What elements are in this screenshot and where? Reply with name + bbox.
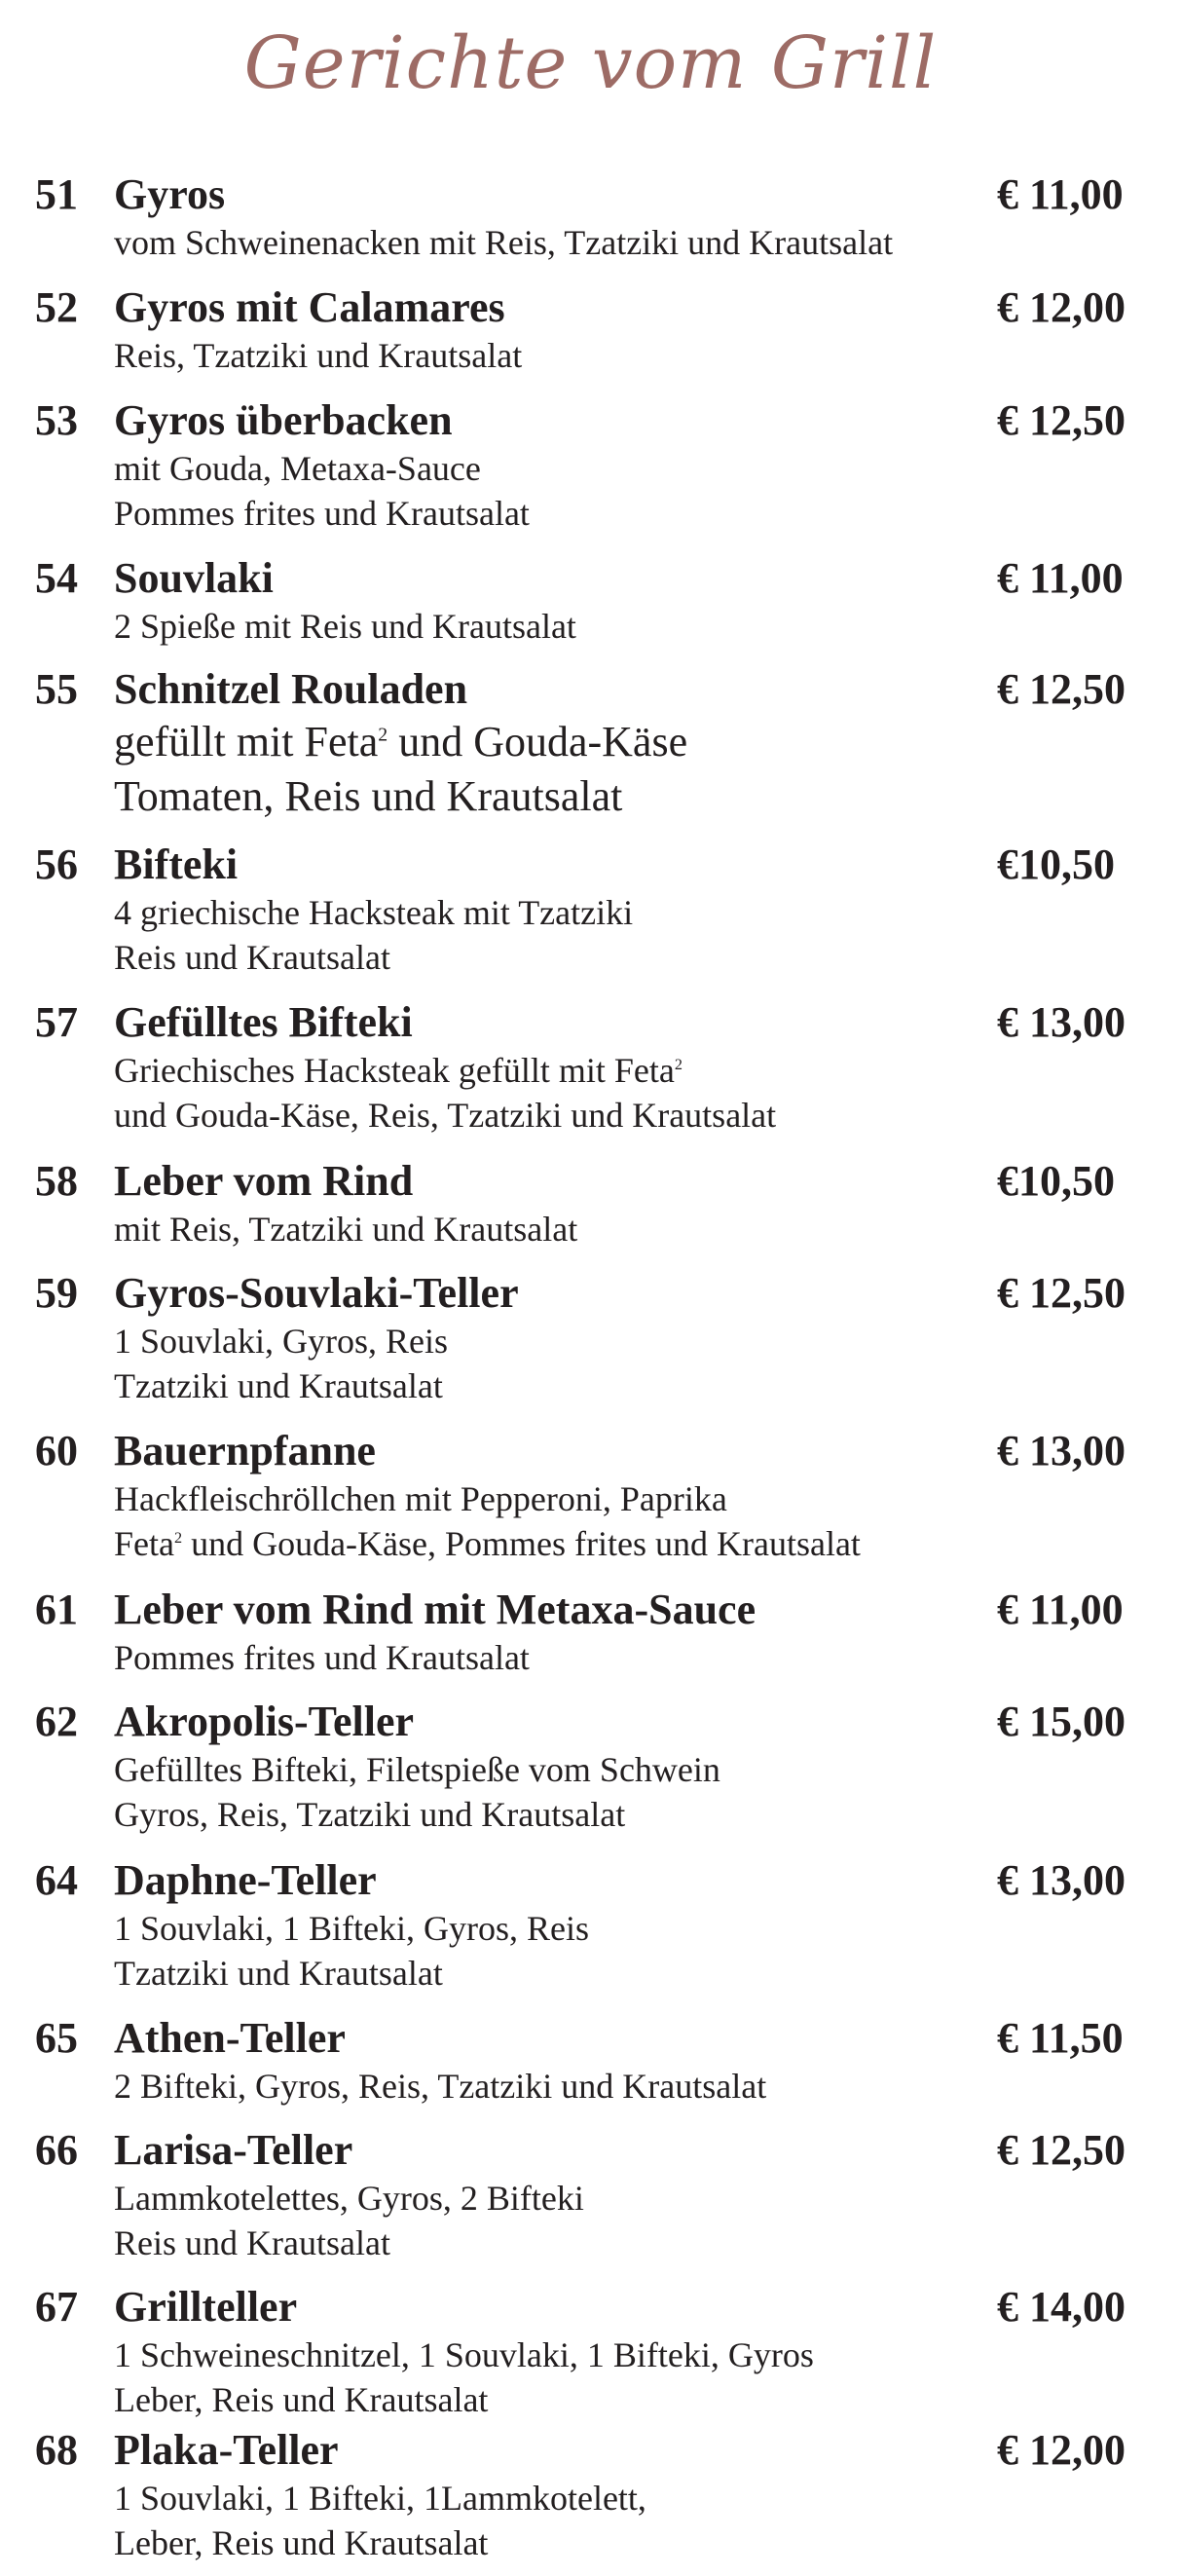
item-description: [114, 446, 530, 536]
item-number: 62: [35, 1698, 78, 1745]
item-name: Plaka-Teller: [114, 2426, 339, 2474]
item-name: Gyros mit Calamares: [114, 283, 505, 331]
item-description: [114, 2064, 766, 2109]
description-line: Lammkotelettes, Gyros, 2 Bifteki: [114, 2179, 584, 2218]
item-number: 68: [35, 2426, 78, 2474]
item-name: Gyros überbacken: [114, 396, 453, 444]
item-description: [114, 890, 633, 980]
description-line: Tzatziki und Krautsalat: [114, 1366, 443, 1405]
item-number: 58: [35, 1157, 78, 1205]
item-description: [114, 1635, 530, 1680]
item-description: [114, 333, 522, 378]
description-text: gefüllt mit Feta: [114, 718, 379, 765]
description-line: [114, 1048, 776, 1093]
item-description: [114, 2176, 584, 2265]
item-description: [114, 715, 687, 824]
item-description: [114, 1207, 577, 1251]
item-number: 64: [35, 1856, 78, 1904]
description-line: Gyros, Reis, Tzatziki und Krautsalat: [114, 1795, 626, 1834]
item-price: € 12,50: [997, 665, 1126, 713]
item-price: € 12,00: [997, 2426, 1126, 2474]
item-name: Gyros: [114, 170, 226, 218]
description-line: 1 Souvlaki, 1 Bifteki, 1Lammkotelett,: [114, 2479, 646, 2518]
allergen-footnote: 2: [378, 724, 388, 746]
description-line: Leber, Reis und Krautsalat: [114, 2380, 489, 2419]
allergen-footnote: 2: [173, 1529, 183, 1547]
description-line: [114, 715, 687, 769]
item-name: Schnitzel Rouladen: [114, 665, 468, 713]
description-line: Pommes frites und Krautsalat: [114, 494, 530, 533]
item-description: [114, 1476, 861, 1566]
description-line: Leber, Reis und Krautsalat: [114, 2523, 489, 2562]
description-line: mit Reis, Tzatziki und Krautsalat: [114, 1210, 578, 1249]
item-name: Grillteller: [114, 2283, 298, 2331]
item-number: 59: [35, 1269, 78, 1317]
description-line: 1 Schweineschnitzel, 1 Souvlaki, 1 Bifteki, Gyros: [114, 2335, 814, 2374]
item-price: € 14,00: [997, 2283, 1126, 2331]
item-name: Bauernpfanne: [114, 1427, 376, 1475]
description-line: vom Schweinenacken mit Reis, Tzatziki und Krautsalat: [114, 223, 894, 262]
item-number: 65: [35, 2014, 78, 2062]
item-name: Leber vom Rind: [114, 1157, 414, 1205]
allergen-footnote: 2: [674, 1056, 683, 1073]
item-name: Larisa-Teller: [114, 2126, 353, 2174]
item-description: [114, 604, 576, 649]
item-price: € 12,50: [997, 2126, 1126, 2174]
description-line: 2 Spieße mit Reis und Krautsalat: [114, 607, 576, 646]
description-line: Gefülltes Bifteki, Filetspieße vom Schwein: [114, 1750, 720, 1789]
item-name: Leber vom Rind mit Metaxa-Sauce: [114, 1586, 757, 1633]
item-number: 53: [35, 396, 78, 444]
description-line: 1 Souvlaki, 1 Bifteki, Gyros, Reis: [114, 1909, 589, 1948]
item-price: € 12,50: [997, 1269, 1126, 1317]
item-number: 54: [35, 554, 78, 602]
item-price: € 11,00: [997, 554, 1124, 602]
item-description: [114, 220, 893, 265]
description-line: Pommes frites und Krautsalat: [114, 1638, 530, 1677]
item-description: [114, 2476, 646, 2565]
item-price: € 11,00: [997, 1586, 1124, 1633]
item-price: € 13,00: [997, 998, 1126, 1046]
item-number: 66: [35, 2126, 78, 2174]
item-name: Gyros-Souvlaki-Teller: [114, 1269, 519, 1317]
item-price: € 12,00: [997, 283, 1126, 331]
description-text: Feta: [114, 1524, 174, 1563]
page-title: Gerichte vom Grill: [243, 21, 938, 105]
description-line: Reis, Tzatziki und Krautsalat: [114, 336, 523, 375]
item-number: 55: [35, 665, 78, 713]
item-price: €10,50: [997, 840, 1115, 888]
item-description: [114, 1048, 776, 1138]
item-name: Gefülltes Bifteki: [114, 998, 413, 1046]
item-price: € 13,00: [997, 1856, 1126, 1904]
description-line: [114, 1521, 861, 1566]
item-description: [114, 1906, 589, 1996]
description-line: und Gouda-Käse, Reis, Tzatziki und Krautsalat: [114, 1096, 777, 1135]
item-price: € 15,00: [997, 1698, 1126, 1745]
item-description: [114, 2333, 814, 2422]
item-number: 57: [35, 998, 78, 1046]
description-line: 2 Bifteki, Gyros, Reis, Tzatziki und Krautsalat: [114, 2067, 767, 2106]
item-price: € 11,00: [997, 170, 1124, 218]
item-price: € 11,50: [997, 2014, 1124, 2062]
item-description: [114, 1747, 720, 1837]
item-number: 51: [35, 170, 78, 218]
item-name: Daphne-Teller: [114, 1856, 377, 1904]
item-price: € 13,00: [997, 1427, 1126, 1475]
item-number: 61: [35, 1586, 78, 1633]
item-name: Athen-Teller: [114, 2014, 346, 2062]
description-text: und Gouda-Käse, Pommes frites und Krautsalat: [182, 1524, 861, 1563]
item-number: 67: [35, 2283, 78, 2331]
description-text: Griechisches Hacksteak gefüllt mit Feta: [114, 1051, 675, 1090]
item-name: Bifteki: [114, 840, 239, 888]
description-line: Hackfleischröllchen mit Pepperoni, Paprika: [114, 1479, 727, 1518]
item-description: [114, 1319, 448, 1408]
item-number: 60: [35, 1427, 78, 1475]
item-number: 56: [35, 840, 78, 888]
description-line: Tzatziki und Krautsalat: [114, 1954, 443, 1993]
description-line: 4 griechische Hacksteak mit Tzatziki: [114, 893, 634, 932]
item-price: € 12,50: [997, 396, 1126, 444]
description-text: und Gouda-Käse: [388, 718, 688, 765]
description-line: 1 Souvlaki, Gyros, Reis: [114, 1322, 449, 1361]
item-name: Akropolis-Teller: [114, 1698, 415, 1745]
description-line: mit Gouda, Metaxa-Sauce: [114, 449, 481, 488]
item-name: Souvlaki: [114, 554, 274, 602]
description-line: Reis und Krautsalat: [114, 938, 390, 977]
description-line: Tomaten, Reis und Krautsalat: [114, 772, 623, 820]
item-price: €10,50: [997, 1157, 1115, 1205]
description-line: Reis und Krautsalat: [114, 2223, 390, 2262]
item-number: 52: [35, 283, 78, 331]
